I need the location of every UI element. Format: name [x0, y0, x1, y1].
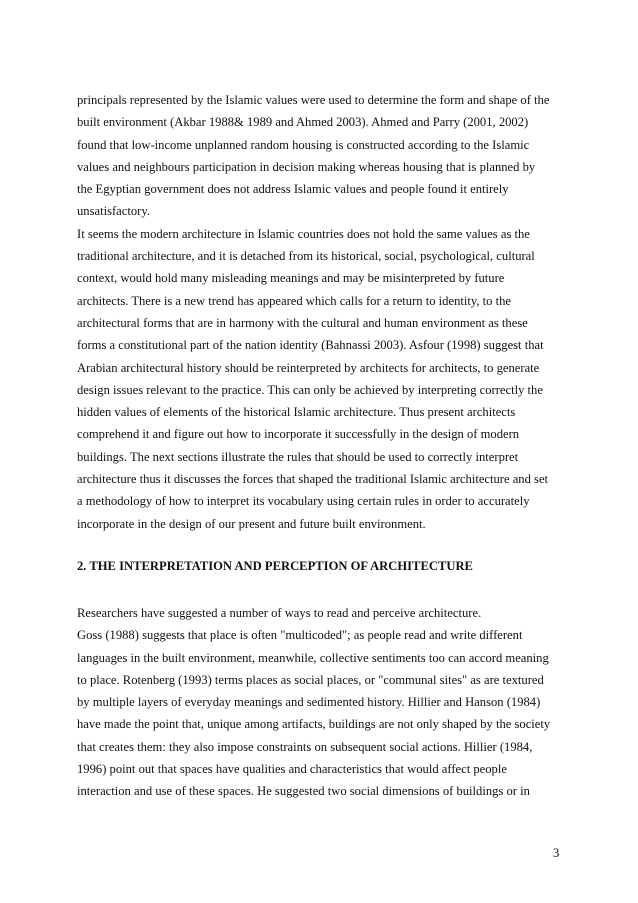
text-line: forms a constitutional part of the nation identity (Bahnassi 2003). Asfour (1998) suggest that	[77, 338, 544, 353]
section-heading: 2. THE INTERPRETATION AND PERCEPTION OF ARCHITECTURE	[77, 559, 473, 573]
body-paragraph-section-2	[77, 602, 561, 803]
text-line: have made the point that, unique among artifacts, buildings are not only shaped by the society	[77, 717, 551, 732]
text-line: 1996) point out that spaces have qualities and characteristics that would affect people	[77, 762, 507, 777]
text-line: architectural forms that are in harmony with the cultural and human environment as these	[77, 315, 528, 330]
text-line: It seems the modern architecture in Islamic countries does not hold the same values as the	[77, 226, 530, 241]
text-line: incorporate in the design of our present and future built environment.	[77, 516, 426, 531]
text-line: to place. Rotenberg (1993) terms places as social places, or "communal sites" as are textured	[77, 672, 544, 687]
text-line: built environment (Akbar 1988& 1989 and Ahmed 2003). Ahmed and Parry (2001, 2002)	[77, 115, 529, 130]
text-line: hidden values of elements of the historical Islamic architecture. Thus present architects	[77, 405, 516, 420]
text-line: unsatisfactory.	[77, 204, 150, 219]
text-line: context, would hold many misleading meanings and may be misinterpreted by future	[77, 271, 505, 286]
text-line: a methodology of how to interpret its vocabulary using certain rules in order to accurately	[77, 494, 530, 509]
text-line: buildings. The next sections illustrate the rules that should be used to correctly interpret	[77, 449, 519, 464]
body-paragraph-intro	[77, 89, 561, 535]
text-line: found that low-income unplanned random housing is constructed according to the Islamic	[77, 137, 530, 152]
text-line: that creates them: they also impose constraints on subsequent social actions. Hillier (1984,	[77, 739, 533, 754]
text-line: comprehend it and figure out how to incorporate it successfully in the design of modern	[77, 427, 520, 442]
text-line: by multiple layers of everyday meanings and sedimented history. Hillier and Hanson (1984)	[77, 695, 541, 710]
text-line: the Egyptian government does not address Islamic values and people found it entirely	[77, 182, 509, 197]
text-line: traditional architecture, and it is detached from its historical, social, psychological, cultural	[77, 249, 535, 264]
text-line: design issues relevant to the practice. This can only be achieved by interpreting correctly the	[77, 382, 543, 397]
text-line: architects. There is a new trend has appeared which calls for a return to identity, to the	[77, 293, 511, 308]
text-line: Arabian architectural history should be reinterpreted by architects for architects, to generate	[77, 360, 540, 375]
text-line: Researchers have suggested a number of ways to read and perceive architecture.	[77, 606, 482, 620]
text-line: interaction and use of these spaces. He suggested two social dimensions of buildings or in	[77, 784, 530, 799]
text-line: languages in the built environment, meanwhile, collective sentiments too can accord meaning	[77, 650, 549, 665]
text-line: architecture thus it discusses the forces that shaped the traditional Islamic architecture and set	[77, 472, 549, 487]
text-line: values and neighbours participation in decision making whereas housing that is planned by	[77, 159, 536, 174]
page-number: 3	[553, 846, 560, 860]
text-line: Goss (1988) suggests that place is often "multicoded"; as people read and write different	[77, 628, 523, 643]
text-line: principals represented by the Islamic values were used to determine the form and shape of the	[77, 93, 550, 107]
